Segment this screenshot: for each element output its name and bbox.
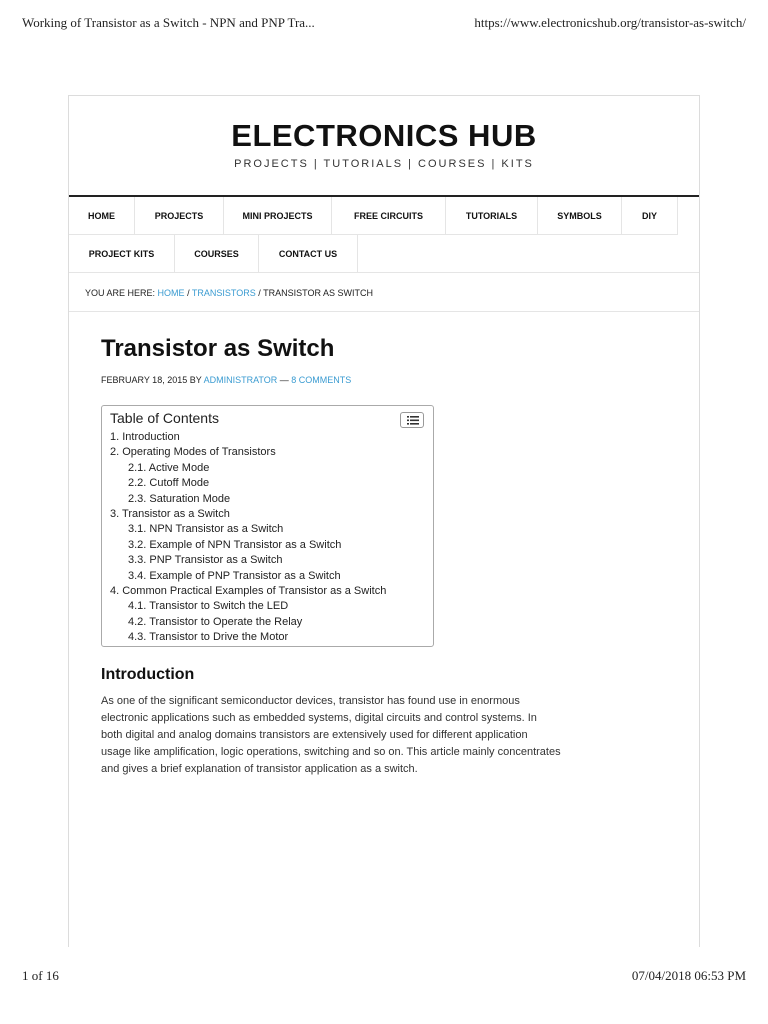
list-toggle-icon <box>407 416 419 425</box>
article-title: Transistor as Switch <box>101 335 335 362</box>
page-frame <box>68 95 700 947</box>
print-page-url: https://www.electronicshub.org/transistor-as-switch/ <box>474 15 746 30</box>
article-meta <box>101 374 667 386</box>
nav-item-courses[interactable]: COURSES <box>175 235 259 273</box>
nav-item-home[interactable]: HOME <box>69 197 135 235</box>
article-by: BY <box>189 375 202 385</box>
toc-item[interactable]: 2. Operating Modes of Transistors <box>110 446 276 459</box>
toc-item[interactable]: 1. Introduction <box>110 431 180 443</box>
toc-title: Table of Contents <box>110 410 219 426</box>
nav-item-projects[interactable]: PROJECTS <box>135 197 224 235</box>
print-footer <box>22 968 746 988</box>
breadcrumb-prefix: YOU ARE HERE: <box>85 288 156 298</box>
toc-subitem[interactable]: 2.2. Cutoff Mode <box>128 477 210 490</box>
toc-item[interactable]: 4. Common Practical Examples of Transistor as a Switch <box>110 584 387 597</box>
paragraph-line: As one of the significant semiconductor devices, transistor has found use in enormous <box>101 695 520 707</box>
comments-link[interactable]: 8 COMMENTS <box>291 375 352 385</box>
toc-subitem[interactable]: 2.1. Active Mode <box>128 461 210 474</box>
toc-subitem[interactable]: 4.3. Transistor to Drive the Motor <box>128 631 289 644</box>
print-datetime: 07/04/2018 06:53 PM <box>631 968 746 983</box>
breadcrumb <box>69 274 699 312</box>
nav-item-project-kits[interactable]: PROJECT KITS <box>69 235 175 273</box>
breadcrumb-home-link[interactable]: HOME <box>157 288 185 298</box>
print-header <box>22 15 746 35</box>
main-navigation <box>69 197 699 273</box>
print-page-number: 1 of 16 <box>22 968 59 983</box>
toc-subitem[interactable]: 3.2. Example of NPN Transistor as a Switch <box>128 538 342 551</box>
nav-item-tutorials[interactable]: TUTORIALS <box>446 197 538 235</box>
introduction-paragraph <box>101 693 667 778</box>
nav-item-diy[interactable]: DIY <box>622 197 678 235</box>
toc-subitem[interactable]: 3.1. NPN Transistor as a Switch <box>128 523 284 536</box>
article-date: FEBRUARY 18, 2015 <box>101 375 188 385</box>
toc-subitem[interactable]: 3.4. Example of PNP Transistor as a Switch <box>128 569 341 582</box>
breadcrumb-separator: / <box>187 288 190 298</box>
toc-item[interactable]: 3. Transistor as a Switch <box>110 507 230 520</box>
table-of-contents <box>101 405 434 647</box>
paragraph-line: electronic applications such as embedded systems, digital circuits and control systems. In <box>101 712 537 724</box>
breadcrumb-separator: / <box>258 288 261 298</box>
nav-item-mini-projects[interactable]: MINI PROJECTS <box>224 197 332 235</box>
toc-toggle-button[interactable] <box>400 412 424 428</box>
print-page-title: Working of Transistor as a Switch - NPN and PNP Tra... <box>22 15 315 30</box>
meta-dash: — <box>279 375 289 385</box>
introduction-heading: Introduction <box>101 666 195 683</box>
toc-list <box>110 430 430 645</box>
author-link[interactable]: ADMINISTRATOR <box>203 375 278 385</box>
paragraph-line: both digital and analog domains transistors are extensively used for different application <box>101 729 528 741</box>
paragraph-line: usage like amplification, logic operations, switching and so on. This article mainly concentrates <box>101 746 561 758</box>
toc-subitem[interactable]: 2.3. Saturation Mode <box>128 492 231 505</box>
toc-subitem[interactable]: 3.3. PNP Transistor as a Switch <box>128 554 283 567</box>
breadcrumb-current: TRANSISTOR AS SWITCH <box>263 288 373 298</box>
site-tagline: PROJECTS | TUTORIALS | COURSES | KITS <box>234 158 534 170</box>
toc-subitem[interactable]: 4.2. Transistor to Operate the Relay <box>128 615 303 628</box>
nav-item-symbols[interactable]: SYMBOLS <box>538 197 622 235</box>
site-header <box>69 96 699 197</box>
paragraph-line: and gives a brief explanation of transistor application as a switch. <box>101 763 418 775</box>
nav-item-free-circuits[interactable]: FREE CIRCUITS <box>332 197 446 235</box>
site-title[interactable]: ELECTRONICS HUB <box>231 118 537 153</box>
nav-item-contact-us[interactable]: CONTACT US <box>259 235 358 273</box>
article <box>101 334 667 775</box>
breadcrumb-transistors-link[interactable]: TRANSISTORS <box>191 288 256 298</box>
toc-subitem[interactable]: 4.1. Transistor to Switch the LED <box>128 600 289 613</box>
